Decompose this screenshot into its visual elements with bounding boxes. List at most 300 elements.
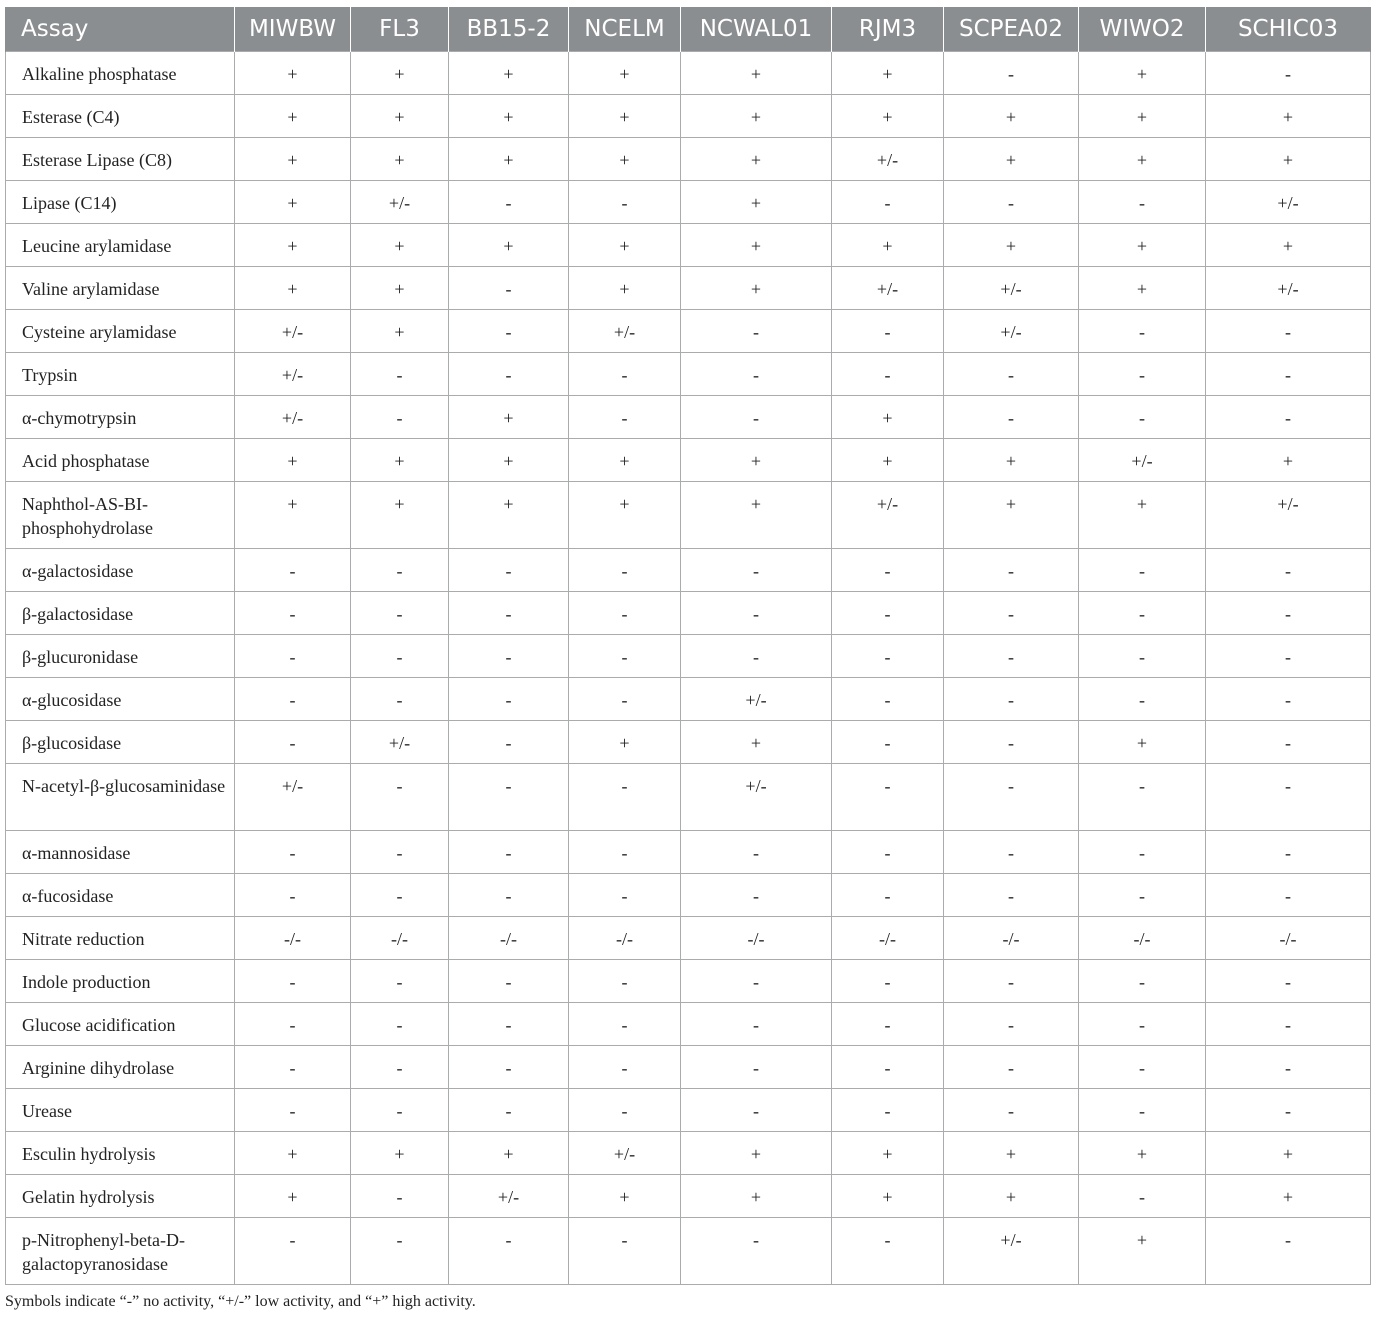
activity-cell (832, 52, 944, 95)
activity-value: + (1136, 150, 1148, 170)
table-body (6, 52, 1371, 1285)
activity-value: - (621, 972, 628, 992)
activity-value: - (621, 1101, 628, 1121)
table-row (6, 874, 1371, 917)
activity-cell (1206, 138, 1371, 181)
activity-cell (832, 181, 944, 224)
activity-cell (1079, 1218, 1206, 1285)
activity-cell (351, 310, 449, 353)
activity-value: + (619, 107, 630, 127)
table-row (6, 1089, 1371, 1132)
activity-value: - (1008, 690, 1014, 710)
activity-cell (1079, 1003, 1206, 1046)
activity-value: - (289, 843, 296, 863)
activity-value: - (1008, 561, 1014, 581)
activity-cell (832, 874, 944, 917)
activity-cell (944, 1003, 1079, 1046)
activity-value: - (505, 365, 512, 385)
activity-cell (681, 1218, 832, 1285)
activity-cell (235, 1175, 351, 1218)
activity-cell (449, 439, 569, 482)
activity-cell (681, 678, 832, 721)
assay-name: Alkaline phosphatase (22, 64, 177, 84)
activity-cell (449, 482, 569, 549)
activity-value: + (750, 150, 762, 170)
activity-cell (449, 592, 569, 635)
activity-value: +/- (388, 733, 411, 753)
activity-value: - (753, 322, 759, 342)
activity-value: +/- (613, 1144, 636, 1164)
activity-value: + (1282, 1144, 1294, 1164)
activity-cell (681, 224, 832, 267)
activity-value: + (394, 279, 405, 299)
activity-value: +/- (745, 690, 767, 710)
assay-name: β-glucuronidase (22, 647, 139, 667)
activity-value: + (287, 107, 298, 127)
activity-cell (1206, 224, 1371, 267)
activity-value: + (882, 1187, 893, 1207)
activity-cell (832, 960, 944, 1003)
activity-cell (681, 439, 832, 482)
activity-value: + (619, 279, 630, 299)
activity-value: +/- (1277, 193, 1299, 213)
activity-cell (1079, 1175, 1206, 1218)
activity-cell (1079, 831, 1206, 874)
activity-value: - (505, 322, 512, 342)
activity-cell (832, 917, 944, 960)
activity-value: - (505, 279, 512, 299)
table-row (6, 439, 1371, 482)
activity-value: - (1139, 1101, 1145, 1121)
assay-name: Trypsin (22, 365, 78, 385)
assay-name: β-galactosidase (22, 604, 134, 624)
activity-value: + (750, 494, 762, 514)
activity-value: - (1139, 561, 1145, 581)
activity-value: - (289, 1058, 296, 1078)
activity-cell (681, 635, 832, 678)
activity-cell (351, 549, 449, 592)
assay-name-cell (6, 1175, 235, 1218)
activity-cell (832, 267, 944, 310)
activity-value: - (621, 561, 628, 581)
activity-cell (944, 396, 1079, 439)
activity-value: - (1139, 408, 1145, 428)
activity-cell (1079, 874, 1206, 917)
activity-cell (235, 1089, 351, 1132)
activity-cell (1079, 224, 1206, 267)
activity-value: + (750, 733, 762, 753)
activity-value: + (1136, 494, 1148, 514)
activity-value: + (394, 150, 405, 170)
activity-value: - (1285, 64, 1291, 84)
assay-name: Cysteine arylamidase (22, 322, 177, 342)
activity-value: - (1008, 64, 1014, 84)
activity-value: - (621, 365, 628, 385)
activity-value: -/- (1279, 929, 1297, 949)
activity-value: - (753, 1101, 759, 1121)
activity-value: + (882, 1144, 893, 1164)
column-header-strain: NCWAL01 (681, 7, 832, 52)
activity-value: +/- (388, 193, 411, 213)
activity-value: + (1136, 279, 1148, 299)
activity-cell (944, 592, 1079, 635)
activity-value: + (503, 451, 514, 471)
table-row (6, 764, 1371, 831)
activity-value: + (750, 451, 762, 471)
activity-value: + (287, 451, 298, 471)
activity-cell (351, 224, 449, 267)
activity-value: +/- (876, 494, 899, 514)
activity-value: + (882, 107, 893, 127)
activity-value: - (1008, 1101, 1014, 1121)
activity-cell (1206, 635, 1371, 678)
activity-value: +/- (613, 322, 636, 342)
activity-value: - (621, 776, 628, 796)
activity-value: + (1282, 150, 1294, 170)
activity-cell (449, 764, 569, 831)
activity-value: +/- (497, 1187, 520, 1207)
activity-value: + (750, 1144, 762, 1164)
activity-cell (832, 1218, 944, 1285)
table-row (6, 678, 1371, 721)
assay-name-cell (6, 439, 235, 482)
table-row (6, 549, 1371, 592)
activity-value: + (750, 107, 762, 127)
activity-cell (1079, 52, 1206, 95)
activity-cell (681, 549, 832, 592)
activity-cell (569, 52, 681, 95)
activity-cell (1206, 353, 1371, 396)
activity-cell (681, 831, 832, 874)
activity-cell (569, 482, 681, 549)
activity-value: - (396, 1101, 403, 1121)
activity-value: - (1008, 1015, 1014, 1035)
activity-value: - (1285, 647, 1291, 667)
activity-value: - (505, 843, 512, 863)
activity-value: + (1136, 64, 1148, 84)
activity-value: + (1005, 236, 1017, 256)
activity-cell (569, 353, 681, 396)
activity-cell (351, 52, 449, 95)
activity-value: - (1285, 561, 1291, 581)
activity-value: - (505, 561, 512, 581)
activity-value: - (1139, 776, 1145, 796)
activity-cell (449, 1046, 569, 1089)
activity-value: - (884, 647, 891, 667)
assay-name: α-galactosidase (22, 561, 134, 581)
activity-value: - (396, 776, 403, 796)
activity-value: - (396, 561, 403, 581)
activity-cell (681, 917, 832, 960)
activity-value: - (1139, 604, 1145, 624)
activity-value: -/- (616, 929, 633, 949)
activity-cell (1206, 310, 1371, 353)
activity-value: + (1005, 107, 1017, 127)
assay-name: Valine arylamidase (22, 279, 160, 299)
activity-cell (681, 396, 832, 439)
activity-cell (569, 224, 681, 267)
activity-cell (1079, 917, 1206, 960)
activity-cell (569, 95, 681, 138)
assay-name: Arginine dihydrolase (22, 1058, 175, 1078)
activity-cell (944, 267, 1079, 310)
activity-cell (944, 1046, 1079, 1089)
assay-name-cell (6, 1132, 235, 1175)
assay-name-cell (6, 52, 235, 95)
activity-value: - (396, 972, 403, 992)
activity-cell (681, 95, 832, 138)
activity-value: - (753, 604, 759, 624)
activity-value: - (505, 886, 512, 906)
activity-cell (569, 1089, 681, 1132)
activity-cell (449, 396, 569, 439)
activity-cell (449, 721, 569, 764)
activity-value: + (287, 64, 298, 84)
table-row (6, 635, 1371, 678)
activity-value: + (1136, 733, 1148, 753)
activity-cell (1079, 764, 1206, 831)
activity-value: - (1139, 886, 1145, 906)
activity-value: - (1139, 365, 1145, 385)
column-header-strain: RJM3 (832, 7, 944, 52)
activity-cell (1079, 482, 1206, 549)
activity-cell (235, 1218, 351, 1285)
assay-name-cell (6, 181, 235, 224)
activity-value: + (394, 107, 405, 127)
assay-name: Acid phosphatase (22, 451, 150, 471)
activity-value: - (289, 1015, 296, 1035)
assay-name-cell (6, 1003, 235, 1046)
activity-value: - (289, 1101, 296, 1121)
activity-value: - (884, 776, 891, 796)
activity-value: -/- (1133, 929, 1151, 949)
activity-cell (449, 960, 569, 1003)
assay-name: α-fucosidase (22, 886, 114, 906)
activity-value: - (1139, 843, 1145, 863)
activity-value: - (621, 1015, 628, 1035)
activity-cell (569, 267, 681, 310)
activity-cell (944, 310, 1079, 353)
activity-value: - (1139, 1187, 1145, 1207)
activity-cell (351, 960, 449, 1003)
activity-cell (449, 138, 569, 181)
activity-cell (832, 224, 944, 267)
activity-cell (681, 874, 832, 917)
activity-value: - (884, 604, 891, 624)
table-row (6, 181, 1371, 224)
activity-value: +/- (281, 365, 304, 385)
activity-cell (944, 52, 1079, 95)
activity-value: + (750, 193, 762, 213)
table-row (6, 95, 1371, 138)
activity-cell (351, 1089, 449, 1132)
table-row (6, 1046, 1371, 1089)
activity-value: + (394, 1144, 405, 1164)
activity-value: - (621, 843, 628, 863)
assay-name: α-chymotrypsin (22, 408, 137, 428)
activity-cell (351, 439, 449, 482)
activity-value: + (750, 279, 762, 299)
activity-value: - (621, 647, 628, 667)
activity-cell (351, 1218, 449, 1285)
activity-value: + (287, 150, 298, 170)
table-row (6, 721, 1371, 764)
activity-cell (832, 678, 944, 721)
activity-value: - (753, 843, 759, 863)
column-header-strain: SCHIC03 (1206, 7, 1371, 52)
activity-cell (944, 1218, 1079, 1285)
activity-value: - (884, 1058, 891, 1078)
table-row (6, 310, 1371, 353)
activity-cell (235, 267, 351, 310)
activity-cell (832, 635, 944, 678)
activity-cell (1206, 267, 1371, 310)
activity-value: - (1285, 365, 1291, 385)
activity-cell (235, 874, 351, 917)
activity-cell (351, 1046, 449, 1089)
activity-value: +/- (1000, 1230, 1022, 1250)
activity-cell (832, 439, 944, 482)
table-row (6, 917, 1371, 960)
activity-value: - (396, 365, 403, 385)
activity-cell (1079, 1132, 1206, 1175)
table-row (6, 353, 1371, 396)
activity-cell (1206, 549, 1371, 592)
activity-value: + (394, 322, 405, 342)
activity-value: - (621, 604, 628, 624)
activity-cell (449, 353, 569, 396)
table-row (6, 831, 1371, 874)
table-row (6, 224, 1371, 267)
assay-name-cell (6, 95, 235, 138)
activity-value: - (884, 1101, 891, 1121)
activity-cell (681, 181, 832, 224)
activity-value: - (753, 647, 759, 667)
activity-cell (235, 831, 351, 874)
activity-cell (681, 310, 832, 353)
activity-cell (351, 874, 449, 917)
activity-cell (681, 353, 832, 396)
activity-value: + (1282, 236, 1294, 256)
activity-cell (1079, 549, 1206, 592)
activity-value: +/- (1131, 451, 1153, 471)
activity-value: -/- (284, 929, 301, 949)
table-row (6, 1175, 1371, 1218)
activity-cell (681, 1175, 832, 1218)
activity-value: - (753, 408, 759, 428)
activity-value: +/- (1000, 279, 1022, 299)
assay-name-cell (6, 267, 235, 310)
activity-value: +/- (281, 408, 304, 428)
activity-value: - (1008, 843, 1014, 863)
activity-cell (235, 917, 351, 960)
activity-cell (944, 353, 1079, 396)
activity-value: - (1285, 776, 1291, 796)
activity-cell (351, 138, 449, 181)
activity-cell (944, 678, 1079, 721)
activity-cell (832, 482, 944, 549)
activity-value: - (1008, 193, 1014, 213)
activity-cell (944, 831, 1079, 874)
activity-cell (569, 439, 681, 482)
activity-value: + (287, 193, 298, 213)
activity-value: - (753, 886, 759, 906)
activity-cell (1079, 439, 1206, 482)
activity-value: +/- (281, 776, 304, 796)
activity-value: + (619, 150, 630, 170)
activity-cell (944, 181, 1079, 224)
activity-cell (235, 224, 351, 267)
activity-cell (944, 874, 1079, 917)
column-header-assay: Assay (6, 7, 235, 52)
activity-value: - (1285, 733, 1291, 753)
activity-value: - (505, 733, 512, 753)
activity-value: - (1008, 733, 1014, 753)
activity-value: - (1285, 322, 1291, 342)
activity-value: - (1285, 1015, 1291, 1035)
activity-cell (351, 678, 449, 721)
activity-cell (235, 439, 351, 482)
activity-cell (1206, 52, 1371, 95)
activity-cell (1079, 95, 1206, 138)
activity-cell (944, 549, 1079, 592)
activity-cell (681, 52, 832, 95)
activity-cell (1206, 1218, 1371, 1285)
activity-cell (681, 1089, 832, 1132)
activity-value: + (882, 408, 893, 428)
activity-cell (569, 917, 681, 960)
activity-value: - (289, 1230, 296, 1250)
activity-cell (569, 396, 681, 439)
activity-cell (1206, 1089, 1371, 1132)
activity-value: - (1139, 322, 1145, 342)
activity-cell (681, 138, 832, 181)
activity-cell (832, 1046, 944, 1089)
activity-cell (681, 764, 832, 831)
activity-value: - (1139, 193, 1145, 213)
activity-value: + (503, 236, 514, 256)
assay-name: Indole production (22, 972, 151, 992)
table-row (6, 1003, 1371, 1046)
activity-cell (1079, 1089, 1206, 1132)
activity-value: + (394, 236, 405, 256)
activity-value: - (753, 561, 759, 581)
activity-cell (1206, 874, 1371, 917)
activity-value: - (289, 733, 296, 753)
assay-name-cell (6, 960, 235, 1003)
activity-value: + (503, 150, 514, 170)
activity-cell (235, 592, 351, 635)
column-header-strain: WIWO2 (1079, 7, 1206, 52)
activity-value: - (396, 1015, 403, 1035)
activity-value: - (505, 776, 512, 796)
activity-cell (832, 310, 944, 353)
assay-name: Nitrate reduction (22, 929, 145, 949)
activity-value: - (621, 1058, 628, 1078)
activity-value: - (1008, 604, 1014, 624)
assay-name: Urease (22, 1101, 72, 1121)
assay-name: α-glucosidase (22, 690, 122, 710)
activity-value: - (1008, 776, 1014, 796)
table-row (6, 1132, 1371, 1175)
activity-cell (1079, 721, 1206, 764)
activity-cell (832, 764, 944, 831)
activity-value: - (621, 690, 628, 710)
activity-cell (944, 1132, 1079, 1175)
activity-cell (569, 592, 681, 635)
activity-cell (449, 52, 569, 95)
activity-cell (1206, 721, 1371, 764)
